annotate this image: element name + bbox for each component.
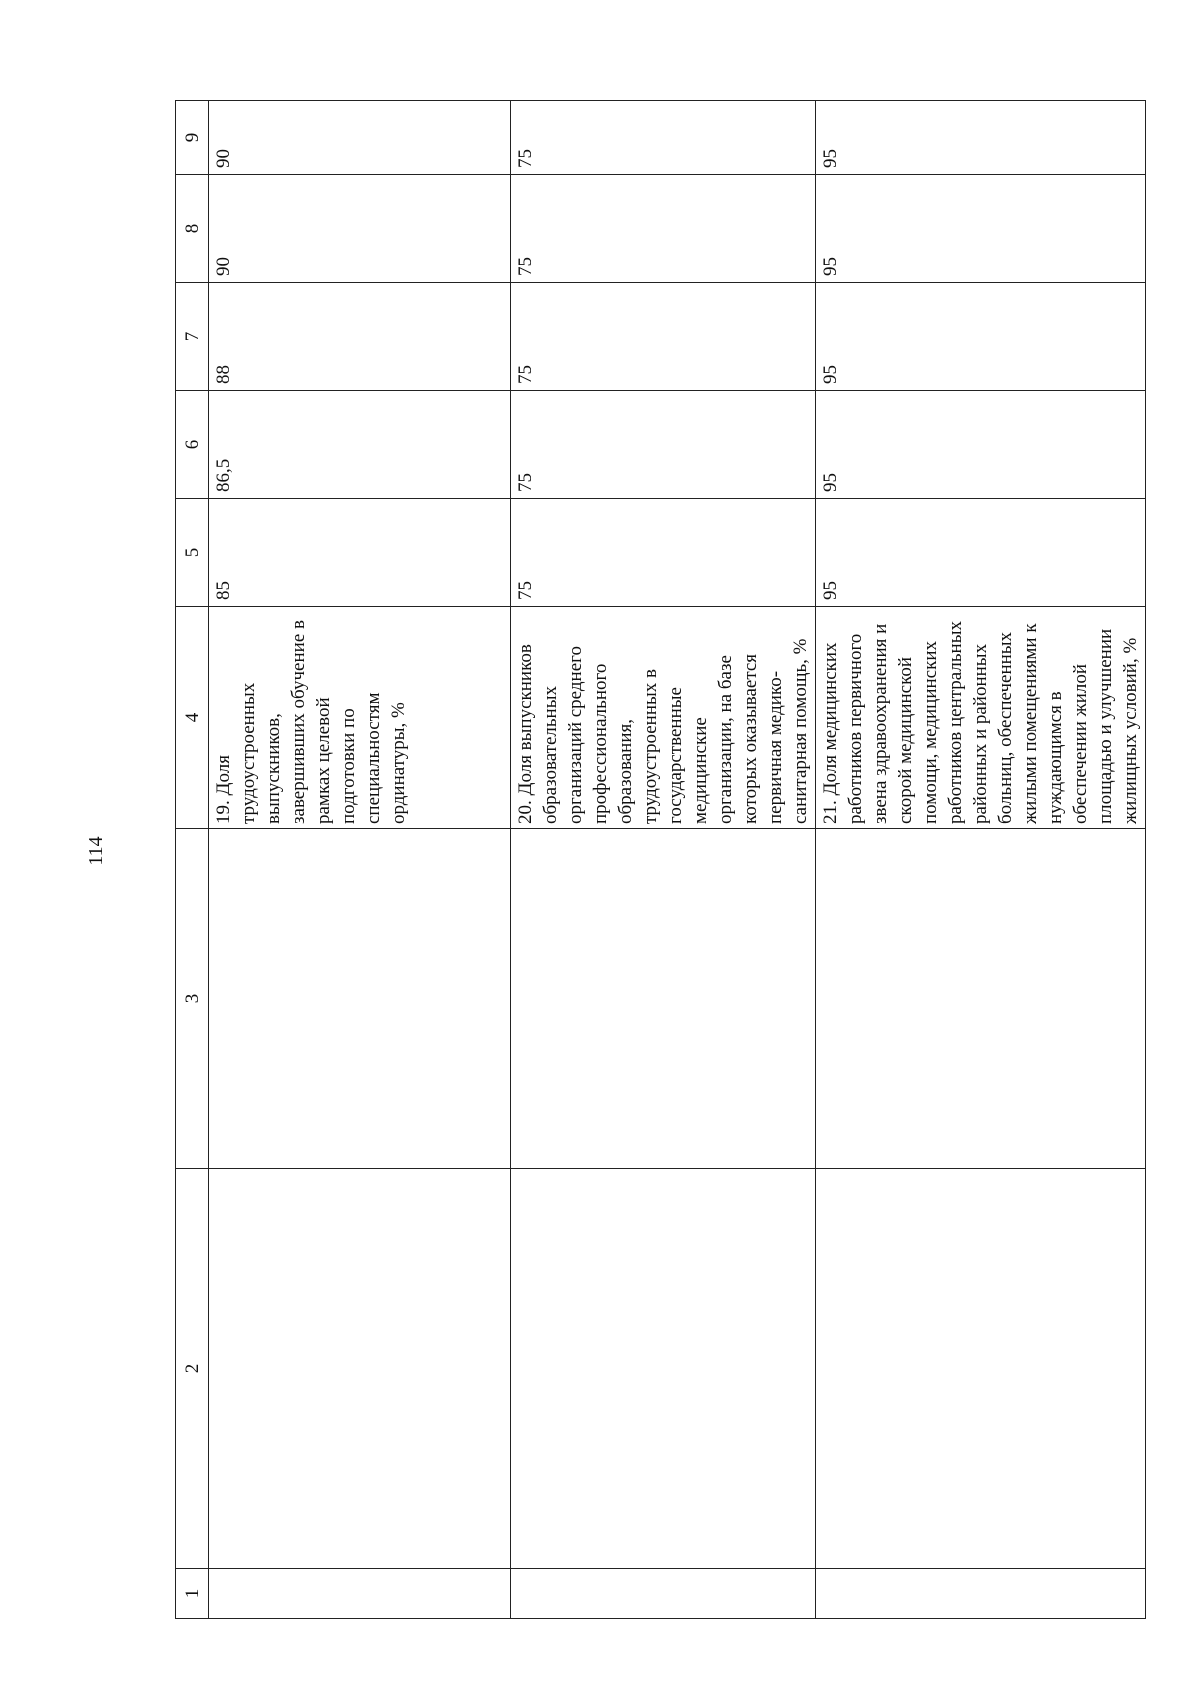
cell-col1: [511, 1569, 816, 1619]
value-col9: 90: [209, 101, 511, 175]
column-number-row: [176, 101, 209, 1619]
value-col7: 88: [209, 283, 511, 391]
column-header-5: 5: [176, 499, 209, 607]
indicators-table: [175, 100, 1146, 1619]
column-header-2: 2: [176, 1169, 209, 1569]
value-col8: 75: [511, 175, 816, 283]
column-header-8: 8: [176, 175, 209, 283]
cell-col3: [816, 829, 1146, 1169]
cell-col3: [511, 829, 816, 1169]
value-col7: 95: [816, 283, 1146, 391]
cell-col1: [209, 1569, 511, 1619]
indicator-cell: 19. Доля трудоустроенных выпускников, завершивших обучение в рамках целевой подготовки по специальностям ординатуры, %: [209, 607, 511, 829]
rotated-table-container: [175, 101, 1141, 1619]
value-col7: 75: [511, 283, 816, 391]
column-header-9: 9: [176, 101, 209, 175]
column-header-6: 6: [176, 391, 209, 499]
indicator-cell: 20. Доля выпускников образовательных организаций среднего профессионального образования, трудоустроенных в государственные медицинские организации, на базе которых оказывается первичная медико-санитарная помощь, %: [511, 607, 816, 829]
cell-col2: [209, 1169, 511, 1569]
cell-col1: [816, 1569, 1146, 1619]
value-col6: 95: [816, 391, 1146, 499]
value-col8: 90: [209, 175, 511, 283]
column-header-4: 4: [176, 607, 209, 829]
value-col9: 75: [511, 101, 816, 175]
table-row: [209, 101, 511, 1619]
column-header-7: 7: [176, 283, 209, 391]
table-row: [816, 101, 1146, 1619]
value-col5: 95: [816, 499, 1146, 607]
value-col6: 75: [511, 391, 816, 499]
indicator-cell: 21. Доля медицинских работников первичного звена здравоохранения и скорой медицинской помощи, медицинских работников центральных районных и районных больниц, обеспеченных жилыми помещениями к нуждающимся в обеспечении жилой площадью и улучшении жилищных условий, %: [816, 607, 1146, 829]
cell-col2: [511, 1169, 816, 1569]
column-header-1: 1: [176, 1569, 209, 1619]
page-number: 114: [85, 836, 107, 866]
value-col6: 86,5: [209, 391, 511, 499]
column-header-3: 3: [176, 829, 209, 1169]
cell-col3: [209, 829, 511, 1169]
value-col9: 95: [816, 101, 1146, 175]
value-col5: 75: [511, 499, 816, 607]
value-col8: 95: [816, 175, 1146, 283]
cell-col2: [816, 1169, 1146, 1569]
table-row: [511, 101, 816, 1619]
value-col5: 85: [209, 499, 511, 607]
